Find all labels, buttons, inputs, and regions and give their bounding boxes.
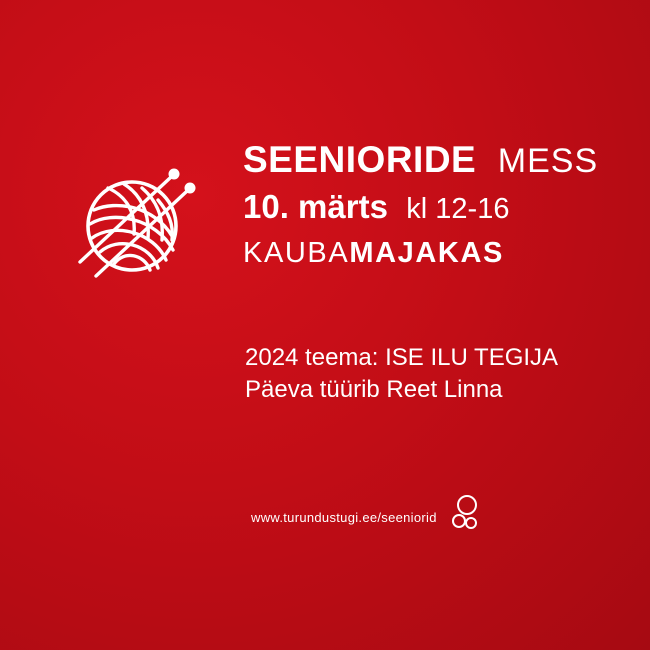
footer: [251, 498, 621, 538]
website-link[interactable]: www.turundustugi.ee/seeniorid: [251, 510, 437, 525]
headline-mess: MESS: [497, 142, 599, 180]
headline-block: [243, 138, 623, 270]
two-circles-logo-icon: [447, 494, 483, 534]
headline-date: 10. märts: [243, 188, 388, 225]
venue-suffix: MAJAKAS: [349, 237, 504, 269]
theme-line-1: 2024 teema: ISE ILU TEGIJA: [245, 344, 559, 371]
theme-line-2: Päeva tüürib Reet Linna: [245, 376, 503, 403]
headline-time: kl 12-16: [406, 193, 510, 225]
headline-seenioride: SEENIORIDE: [243, 139, 477, 180]
headline-line-2: [243, 187, 623, 229]
yarn-ball-with-knitting-needles-icon: [62, 140, 222, 300]
headline-line-1: [243, 138, 623, 183]
theme-block: [245, 342, 625, 406]
venue-prefix: KAUBA: [243, 237, 350, 269]
headline-line-3: [243, 236, 623, 270]
